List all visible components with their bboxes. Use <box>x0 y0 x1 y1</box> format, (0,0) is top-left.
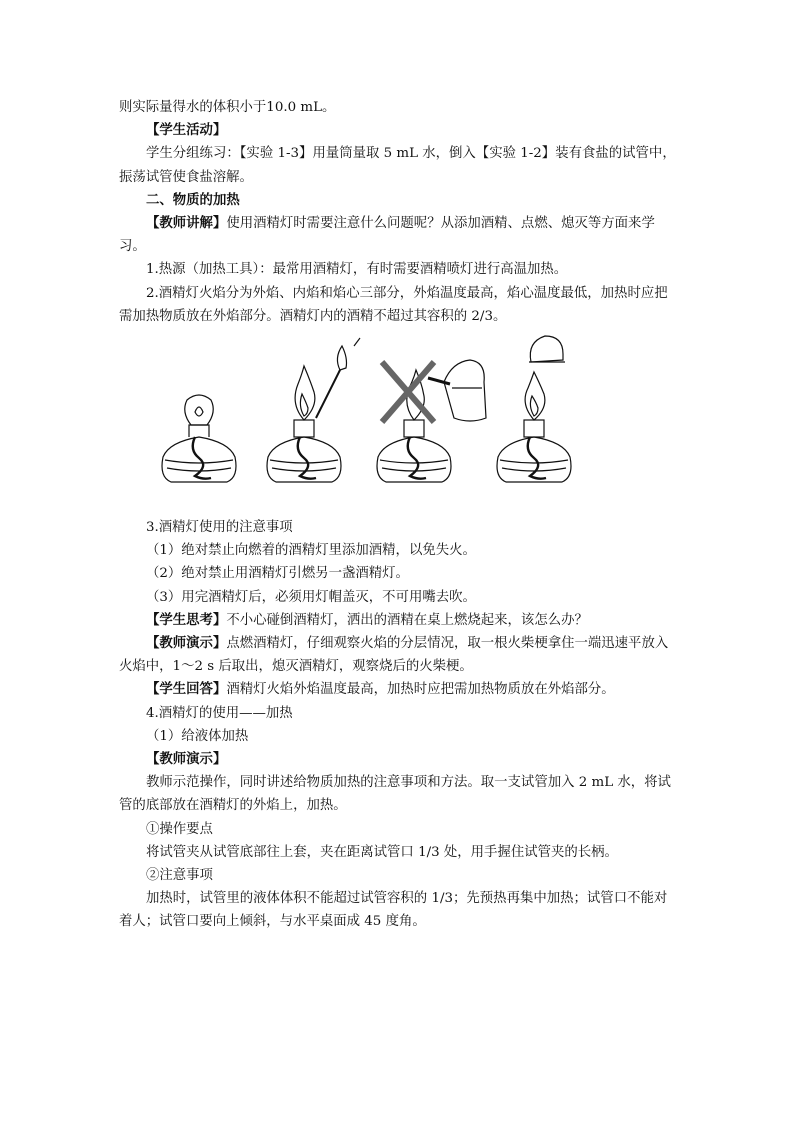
alcohol-lamp-figure <box>119 332 679 504</box>
paragraph-flame-parts: 2.酒精灯火焰分为外焰、内焰和焰心三部分，外焰温度最高，焰心温度最低，加热时应把需加热物质放在外焰部分。酒精灯内的酒精不超过其容积的 2/3。 <box>119 285 668 324</box>
paragraph-cautions: 加热时，试管里的液体体积不能超过试管容积的 1/3；先预热再集中加热；试管口不能对着人；试管口要向上倾斜，与水平桌面成 45 度角。 <box>119 891 668 930</box>
paragraph-student-answer <box>119 678 679 701</box>
list-item: （1）绝对禁止向燃着的酒精灯里添加酒精，以免失火。 <box>146 543 476 559</box>
tag-teacher-explain: 【教师讲解】 <box>146 215 227 232</box>
section-tag-teacher-demo: 【教师演示】 <box>146 751 227 768</box>
text-line: 则实际量得水的体积小于10.0 mL。 <box>119 100 336 115</box>
text-teacher-explain: 使用酒精灯时需要注意什么问题呢？从添加酒精、点燃、熄灭等方面来学习。 <box>119 216 655 255</box>
document-page <box>119 96 679 934</box>
tag-student-answer: 【学生回答】 <box>146 681 227 698</box>
paragraph-teacher-demo <box>119 632 679 678</box>
list-item: （2）绝对禁止用酒精灯引燃另一盏酒精灯。 <box>146 566 409 582</box>
tag-student-think: 【学生思考】 <box>146 611 227 628</box>
list-item: （1）给液体加热 <box>146 728 249 744</box>
paragraph-key-points: 将试管夹从试管底部往上套，夹在距离试管口 1/3 处，用手握住试管夹的长柄。 <box>146 844 618 860</box>
tag-teacher-demo: 【教师演示】 <box>146 635 227 652</box>
text-teacher-demo: 点燃酒精灯，仔细观察火焰的分层情况，取一根火柴梗拿住一端迅速平放入火焰中，1～2 s 后取出，熄灭酒精灯，观察烧后的火柴梗。 <box>119 636 669 675</box>
paragraph-lamp-usage: 4.酒精灯的使用——加热 <box>146 705 293 721</box>
paragraph-student-activity: 学生分组练习：【实验 1-3】用量筒量取 5 mL 水，倒入【实验 1-2】装有食盐的试管中，振荡试管使食盐溶解。 <box>119 146 676 185</box>
lit-lamp-icon <box>497 372 571 482</box>
paragraph-student-think <box>119 609 679 632</box>
paragraph-demo-description: 教师示范操作，同时讲述给物质加热的注意事项和方法。取一支试管加入 2 mL 水，将试管的底部放在酒精灯的外焰上，加热。 <box>119 775 671 814</box>
prohibited-lamp-icon <box>377 360 486 482</box>
subheading-key-points: ①操作要点 <box>146 821 213 837</box>
text-student-think: 不小心碰倒酒精灯，洒出的酒精在桌上燃烧起来，该怎么办？ <box>226 612 588 628</box>
section-heading-heating: 二、物质的加热 <box>146 191 240 208</box>
section-tag-student-activity: 【学生活动】 <box>146 122 227 139</box>
lit-lamp-with-match-icon <box>267 338 360 482</box>
text-student-answer: 酒精灯火焰外焰温度最高，加热时应把需加热物质放在外焰部分。 <box>226 682 615 698</box>
capped-lamp-icon <box>162 395 236 482</box>
paragraph-teacher-explain <box>119 212 679 258</box>
lamp-cap-icon <box>529 336 565 362</box>
list-item: （3）用完酒精灯后，必须用灯帽盖灭，不可用嘴去吹。 <box>146 589 476 605</box>
paragraph-heat-source: 1.热源（加热工具）：最常用酒精灯，有时需要酒精喷灯进行高温加热。 <box>146 262 568 278</box>
paragraph-precautions-title: 3.酒精灯使用的注意事项 <box>146 520 293 536</box>
subheading-cautions: ②注意事项 <box>146 868 213 884</box>
